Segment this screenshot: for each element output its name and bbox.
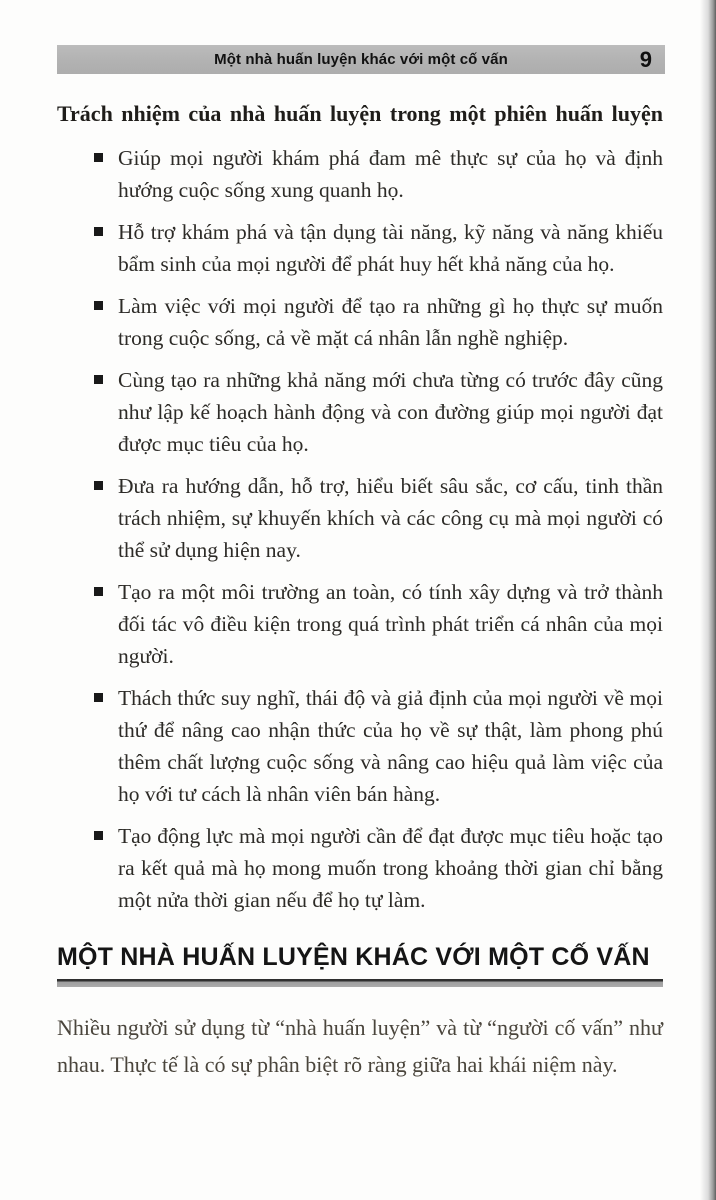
section-coach-vs-mentor [57,943,663,1083]
list-item [57,142,663,206]
list-item-text: Hỗ trợ khám phá và tận dụng tài năng, kỹ năng và năng khiếu bẩm sinh của mọi người để phát huy hết khả năng của họ. [118,220,663,276]
intro-paragraph: Nhiều người sử dụng từ “nhà huấn luyện” và từ “người cố vấn” như nhau. Thực tế là có sự phân biệt rõ ràng giữa hai khái niệm này. [57,1015,663,1077]
page-number: 9 [639,46,652,72]
list-item-text: Tạo động lực mà mọi người cần để đạt được mục tiêu hoặc tạo ra kết quả mà họ mong muốn trong khoảng thời gian chỉ bằng một nửa thời gian nếu để họ tự làm. [118,824,663,912]
page-edge-shadow [700,0,716,1200]
section-underline [57,979,663,987]
page-content [57,101,663,1083]
list-item-text: Tạo ra một môi trường an toàn, có tính xây dựng và trở thành đối tác vô điều kiện trong quá trình phát triển cá nhân của mọi người. [118,580,663,668]
bullet-square-icon [94,481,103,490]
list-item [57,290,663,354]
bullet-square-icon [94,153,103,162]
list-item-text: Làm việc với mọi người để tạo ra những gì họ thực sự muốn trong cuộc sống, cả về mặt cá nhân lẫn nghề nghiệp. [118,294,663,350]
bullet-square-icon [94,301,103,310]
bullet-square-icon [94,693,103,702]
list-item-text: Thách thức suy nghĩ, thái độ và giả định của mọi người về mọi thứ để nâng cao nhận thức của họ về sự thật, làm phong phú thêm chất lượng cuộc sống và nâng cao hiệu quả làm việc của họ với tư cách là nhân viên bán hàng. [118,686,663,806]
list-item-text: Cùng tạo ra những khả năng mới chưa từng có trước đây cũng như lập kế hoạch hành động và con đường giúp mọi người đạt được mục tiêu của họ. [118,368,663,456]
list-item-text: Giúp mọi người khám phá đam mê thực sự của họ và định hướng cuộc sống xung quanh họ. [118,146,663,202]
list-item [57,820,663,916]
bullet-square-icon [94,227,103,236]
list-item [57,682,663,810]
bullet-square-icon [94,375,103,384]
responsibilities-list [57,142,663,916]
bullet-square-icon [94,831,103,840]
list-item-text: Đưa ra hướng dẫn, hỗ trợ, hiểu biết sâu sắc, cơ cấu, tinh thần trách nhiệm, sự khuyến khích và các công cụ mà mọi người có thể sử dụng hiện nay. [118,474,663,562]
responsibilities-heading: Trách nhiệm của nhà huấn luyện trong một phiên huấn luyện [57,101,663,126]
list-item [57,216,663,280]
bullet-square-icon [94,587,103,596]
list-item [57,576,663,672]
section-title: MỘT NHÀ HUẤN LUYỆN KHÁC VỚI MỘT CỐ VẤN [57,943,650,971]
running-header-title: Một nhà huấn luyện khác với một cố vấn [214,51,508,68]
list-item [57,470,663,566]
running-header [57,45,665,74]
list-item [57,364,663,460]
